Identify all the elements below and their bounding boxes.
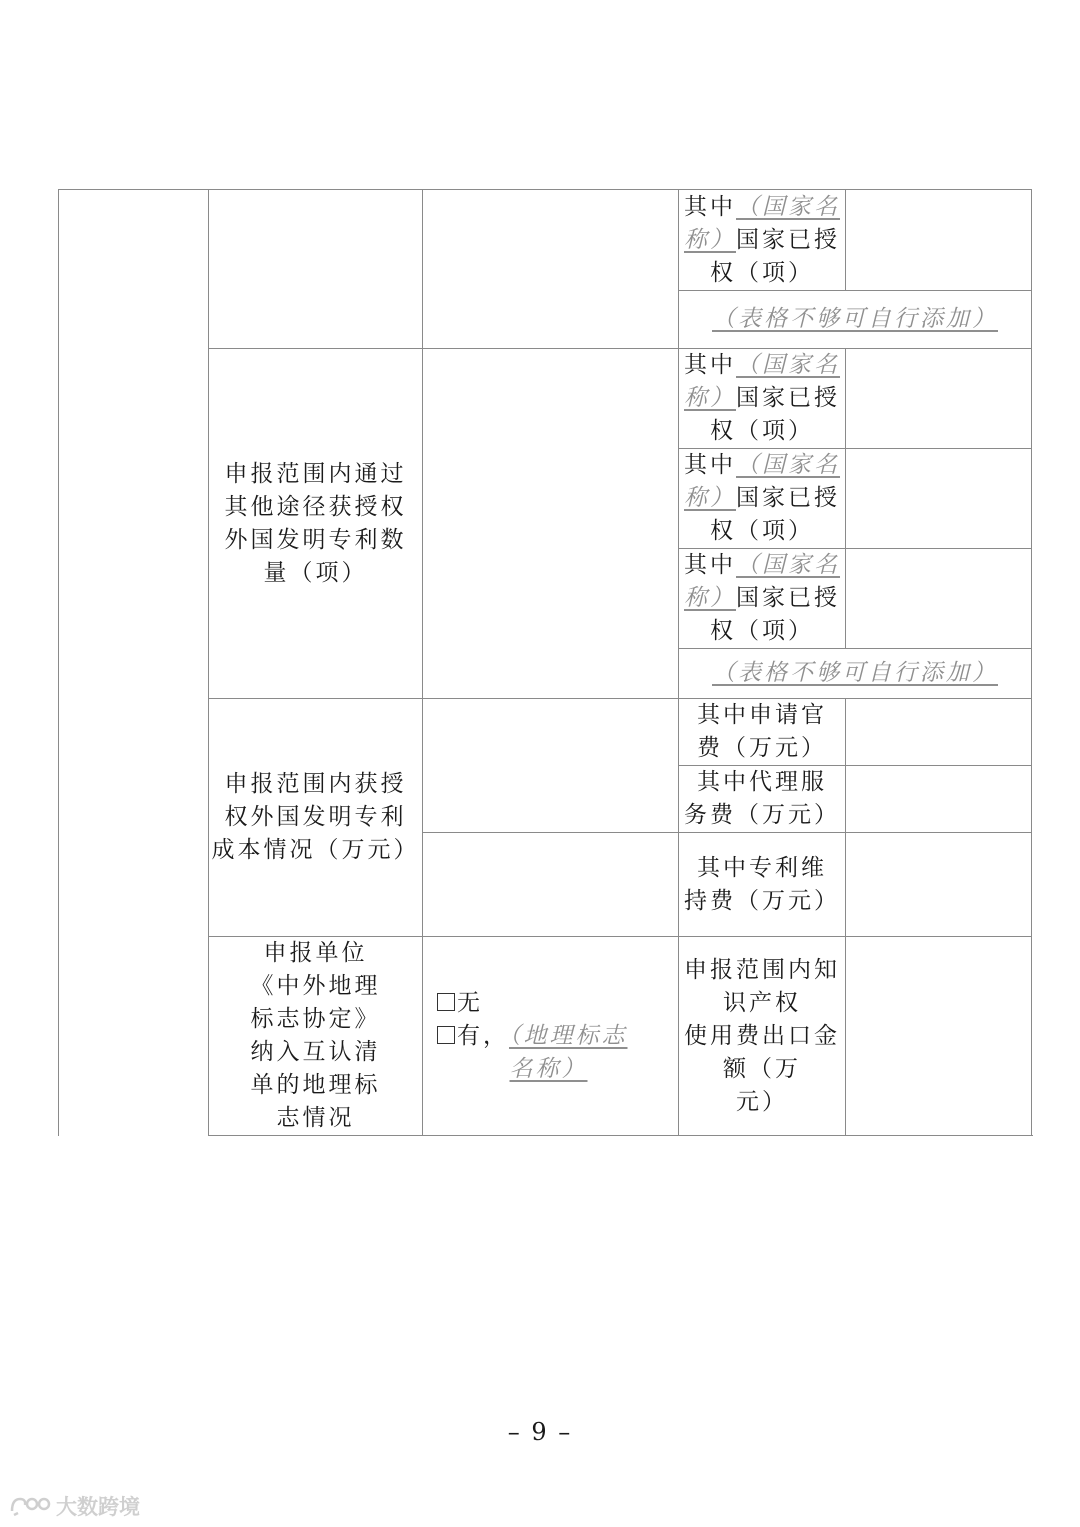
country-name-cell xyxy=(679,349,846,449)
ip-export-label-line2: 使用费出口金额（万 xyxy=(684,1022,840,1082)
other-path-label-line4: 量（项） xyxy=(263,559,368,586)
country-prefix: 其中 xyxy=(684,193,736,220)
country-suffix-end: 权（项） xyxy=(710,418,814,444)
country-grant-value-cell[interactable] xyxy=(846,549,1032,649)
add-rows-note-cell xyxy=(679,291,1032,349)
previous-value-cell[interactable] xyxy=(423,190,679,349)
country-grant-value-cell[interactable] xyxy=(846,449,1032,549)
application-fee-label-cell xyxy=(679,699,846,766)
country-prefix: 其中 xyxy=(684,352,736,378)
cost-label-line3: 成本情况（万元） xyxy=(211,837,420,863)
page-number: – 9 – xyxy=(507,1418,573,1446)
gi-label-line1: 申报单位 xyxy=(263,940,368,966)
ip-export-label-line3: 元） xyxy=(736,1088,788,1115)
gi-label-line3: 标志协定》 xyxy=(250,1006,381,1032)
country-name-cell xyxy=(679,549,846,649)
ip-export-label-line1: 申报范围内知识产权 xyxy=(684,956,840,1016)
gi-option-none-label: 无 xyxy=(457,989,483,1016)
maintenance-fee-value-cell[interactable] xyxy=(846,833,1032,937)
country-name-placeholder[interactable]: （国家名 xyxy=(736,352,840,378)
add-rows-note-cell xyxy=(679,649,1032,699)
country-name-placeholder[interactable]: （国家名 xyxy=(736,193,840,220)
gi-option-none[interactable] xyxy=(437,987,678,1020)
country-grant-value-cell[interactable] xyxy=(846,190,1032,291)
country-prefix: 其中 xyxy=(684,452,736,478)
agency-fee-value-cell[interactable] xyxy=(846,766,1032,833)
country-suffix-end: 权（项） xyxy=(710,618,814,644)
add-rows-note: （表格不够可自行添加） xyxy=(712,306,998,332)
country-suffix: 国家已授 xyxy=(736,385,840,411)
gi-option-yes[interactable] xyxy=(437,1020,678,1053)
country-suffix: 国家已授 xyxy=(736,585,840,611)
brand-logo-icon xyxy=(8,1493,52,1519)
country-suffix: 国家已授 xyxy=(736,485,840,511)
cost-value-cell[interactable] xyxy=(423,699,679,833)
gi-label-cell xyxy=(209,937,423,1136)
checkbox-yes[interactable] xyxy=(437,1026,455,1044)
country-suffix: 国家已授 xyxy=(736,226,840,253)
country-name-placeholder-end[interactable]: 称） xyxy=(684,485,736,511)
country-name-placeholder[interactable]: （国家名 xyxy=(736,552,840,578)
watermark xyxy=(8,1491,140,1521)
gi-label-line2: 《中外地理 xyxy=(250,973,381,999)
cost-value-cell-lower[interactable] xyxy=(423,833,679,937)
cost-label-line2: 权外国发明专利 xyxy=(224,804,407,830)
country-prefix: 其中 xyxy=(684,552,736,578)
other-path-label-line3: 外国发明专利数 xyxy=(224,526,407,553)
gi-name-placeholder[interactable]: （地理标志 xyxy=(509,1022,628,1049)
application-fee-line2: 费（万元） xyxy=(697,735,827,761)
agency-fee-label-cell xyxy=(679,766,846,833)
country-name-placeholder-end[interactable]: 称） xyxy=(684,585,736,611)
gi-label-line6: 志情况 xyxy=(276,1105,355,1131)
country-name-cell xyxy=(679,449,846,549)
application-fee-line1: 其中申请官 xyxy=(697,702,827,728)
other-path-label-line1: 申报范围内通过 xyxy=(224,460,407,487)
other-path-label-line2: 其他途径获授权 xyxy=(224,493,407,520)
country-name-placeholder-end[interactable]: 称） xyxy=(684,385,736,411)
watermark-text: 大数跨境 xyxy=(56,1495,140,1519)
maintenance-fee-line2: 持费（万元） xyxy=(684,887,840,914)
cost-label-cell xyxy=(209,699,423,937)
gi-label-line5: 单的地理标 xyxy=(250,1072,381,1098)
other-path-label-cell xyxy=(209,349,423,699)
application-form-table xyxy=(58,189,1032,1136)
category-cell-empty xyxy=(59,190,209,1136)
country-suffix-end: 权（项） xyxy=(710,259,814,286)
agency-fee-line1: 其中代理服 xyxy=(697,769,827,795)
maintenance-fee-label-cell xyxy=(679,833,846,937)
gi-options-cell xyxy=(423,937,679,1136)
country-name-cell xyxy=(679,190,846,291)
ip-export-value-cell[interactable] xyxy=(846,937,1032,1136)
country-name-placeholder[interactable]: （国家名 xyxy=(736,452,840,478)
cost-label-line1: 申报范围内获授 xyxy=(224,771,407,797)
country-grant-value-cell[interactable] xyxy=(846,349,1032,449)
gi-label-line4: 纳入互认清 xyxy=(250,1039,381,1065)
ip-export-label-cell xyxy=(679,937,846,1136)
previous-label-cell-empty xyxy=(209,190,423,349)
maintenance-fee-line1: 其中专利维 xyxy=(697,854,827,881)
add-rows-note: （表格不够可自行添加） xyxy=(712,660,998,686)
gi-option-yes-label: 有， xyxy=(457,1022,509,1049)
agency-fee-line2: 务费（万元） xyxy=(684,802,840,828)
other-path-value-cell[interactable] xyxy=(423,349,679,699)
country-suffix-end: 权（项） xyxy=(710,518,814,544)
gi-name-placeholder-end[interactable]: 名称） xyxy=(509,1055,588,1082)
country-name-placeholder-end[interactable]: 称） xyxy=(684,226,736,253)
application-fee-value-cell[interactable] xyxy=(846,699,1032,766)
checkbox-none[interactable] xyxy=(437,993,455,1011)
